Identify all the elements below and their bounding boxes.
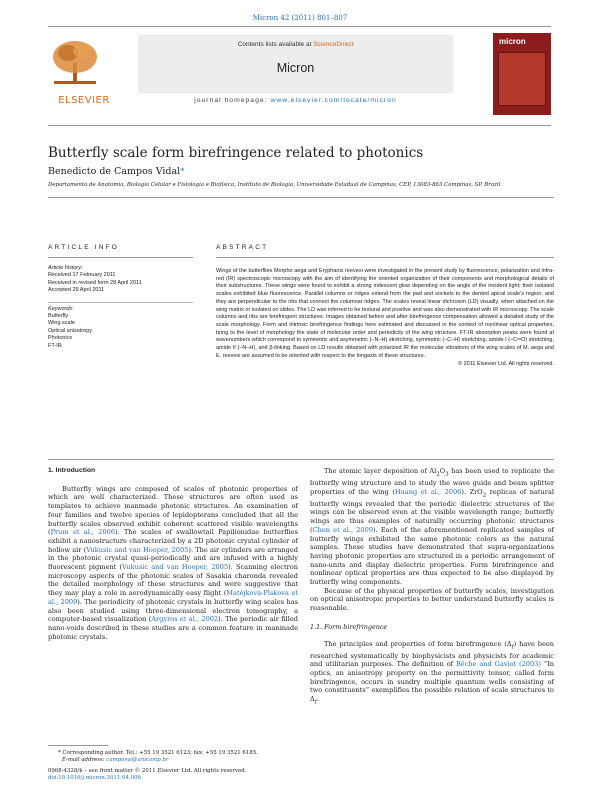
- contents-prefix: Contents lists available at: [237, 41, 314, 48]
- affiliation: Departamento de Anatomia, Biologia Celular e Fisiologia e Biofísica, Instituto de Biologia, Universidade Estadual de Campinas, CEP, 13083-863 Campinas, SP, Brazil: [48, 182, 501, 188]
- author-name: Benedicto de Campos Vidal: [48, 166, 181, 177]
- email-link[interactable]: camposvi@unicamp.br: [106, 757, 169, 763]
- citation-link[interactable]: Prum et al., 2006: [50, 528, 116, 537]
- footnote-rule: [48, 745, 108, 746]
- divider-abstract: [216, 257, 554, 258]
- issn-line: 0968-4328/$ – see front matter © 2011 Elsevier Ltd. All rights reserved.: [48, 768, 247, 774]
- homepage-prefix: journal homepage:: [194, 97, 271, 104]
- history-received: Received 17 February 2011: [48, 272, 116, 279]
- elsevier-tree-icon: [48, 37, 102, 89]
- journal-banner: [138, 35, 453, 93]
- journal-name: Micron: [276, 61, 315, 75]
- divider-bottom: [48, 459, 554, 460]
- journal-homepage: [138, 97, 453, 104]
- abstract-body: [216, 268, 554, 369]
- masthead: [48, 26, 551, 126]
- journal-reference[interactable]: Micron 42 (2011) 801–807: [252, 14, 348, 22]
- intro-paragraph-4: The principles and properties of form birefringence $(\Delta_f)$ have been researched systematically by biophysicists and physicists for academic and utilitarian purposes. The definition of Bêche and Gaviot (2003) “In optics, an anisotropy property on the permittivity tensor, called form birefringence, occurs in sundry multiple quantum wells consisting of two constituents” exemplifies the possible relation of scale structures to $\Delta_f$.: [310, 639, 554, 706]
- intro-paragraph-2: The atomic layer deposition of $Al_2O_3$ has been used to replicate the butterfly wing structure and to study the wave guide and beam splitter properties of the wing (Huang et al., 2006). ZrO$_2$ replicas of natural butterfly wings revealed that the periodic dielectric structures of the wings can be observed even at the visible wavelength range; butterfly wings are thus examples of naturally occurring photonic structures (Chen et al., 2009). Each of the aforementioned replicated samples of butterfly wings exhibited the same photonic colors as the natural samples. These studies have demonstrated that supra-organizations having photonic properties are structured in a periodic arrangement of nano-units and display dielectric properties. Form birefringence and nonlinear optical properties are thus expected to be also displayed by butterfly wing components.: [310, 467, 555, 587]
- keyword: Butterfly: [48, 313, 69, 320]
- body-left-column: [48, 467, 298, 641]
- history-label: Article history:: [48, 265, 83, 271]
- homepage-link[interactable]: www.elsevier.com/locate/micron: [270, 97, 397, 104]
- citation-link[interactable]: Vukusic and van Hooper, 2005: [122, 563, 229, 572]
- article-info-heading: ARTICLE INFO: [48, 244, 120, 251]
- email-line: E-mail address: camposvi@unicamp.br: [62, 757, 169, 763]
- corresponding-mark[interactable]: *: [180, 167, 185, 176]
- keyword: Optical anisotropy: [48, 327, 93, 334]
- keywords-label: Keywords:: [48, 305, 74, 312]
- citation-link[interactable]: Argyros et al., 2002: [151, 615, 219, 624]
- doi-link[interactable]: doi:10.1016/j.micron.2011.04.006: [48, 775, 141, 781]
- form-birefringence-heading: 1.1. Form birefringence: [310, 622, 388, 631]
- divider-top: [48, 197, 554, 198]
- citation-link[interactable]: Bêche and Gaviot (2003): [455, 660, 541, 669]
- keyword: Photonics: [48, 335, 73, 342]
- sciencedirect-link[interactable]: ScienceDirect: [313, 41, 354, 48]
- journal-cover: [493, 33, 551, 115]
- citation-link[interactable]: Vukusic and van Hooper, 2005: [86, 545, 189, 554]
- intro-heading: 1. Introduction: [48, 467, 96, 474]
- abstract-text: Wings of the butterflies Morpho aega and Eryphanis reevesi were investigated in the present study by fluorescence, polarization and infra-red (IR) spectroscopic microscopy with the aim of identifying the oriented organization of their components and morphological details of their substructures. These wings were found to exhibit a strong iridescent glow depending on the angle of the incident light; their isolated scales exhibited blue fluorescence. Parallel columns or ridges extend from the pad and sockets to the dented apical scale’s region, and they are perpendicular to the ribs that connect the columnar ridges. The scales reveal linear dichroism (LD) visually, when attached on the wing matrix or isolated on slides. The LD was inferred to be textural and positive and was also demonstrated with IR microscopy. The scale columns and ribs are birefringent structures. Images obtained before and after birefringence compensation allowed a detailed study of the scale morphology. Form and intrinsic birefringence findings here estimated and discussed in the context of nonlinear optical properties, bring to the level of morphology the state of molecular order and periodicity of the wing structure. FT-IR absorption peaks were found at wavenumbers which correspond to symmetric and asymmetric (–N–H) stretching, symmetric (–C–H) stretching, amide I (–C═O) stretching, amide II (–N–H), and β-linking. Based on LD results obtained with polarized IR the molecular vibrations of the wing scales of M. aega and E. reevesi are assumed to be oriented with respect to the longaxis of these structures.: [216, 268, 554, 359]
- cover-title: micron: [499, 37, 526, 46]
- citation-link[interactable]: Huang et al., 2006: [394, 487, 462, 496]
- citation-link[interactable]: Matějková-Plskova et al., 2009: [48, 589, 298, 606]
- footnotes: [48, 750, 288, 782]
- intro-paragraph-3: Because of the physical properties of butterfly scales, investigation on optical anisotropic properties to better understand butterfly scales is reasonable.: [310, 586, 554, 613]
- intro-paragraph-1: Butterfly wings are composed of scales of photonic properties of which are well characterized. These structures are often used as templates to achieve manmade photonic structures. An examination of four families and twelve species of lepidopterans concluded that all the butterfly scales observed exhibit coherent scattered visible wavelengths (Prum et al., 2006). The scales of swallowtail Papilionidae butterflies exhibit a nanostructure characterized by a 2D photonic crystal cylinder of hollow air (Vukusic and van Hooper, 2005). The air cylinders are arranged in the photonic crystal quasi-periodically and are infused with a highly fluorescent pigment (Vukusic and van Hooper, 2005). Scanning electron microscopy aspects of the photonic scales of Sasakia charonda revealed the detailed morphology of these structures and were suggestive that they may play a role in aerodynamically easy flight (Matějková-Plskova et al., 2009). The periodicity of photonic crystals in butterfly wing scales has also been studied using three-dimensional electron tomography, a computer-based visualization (Argyros et al., 2002). The periodic air filled nano-voids described in these studies are a common feature in manmade photonic crystals.: [48, 484, 299, 641]
- history-accepted: Accepted 29 April 2011: [48, 287, 105, 294]
- article-title: Butterfly scale form birefringence related to photonics: [48, 145, 424, 161]
- publisher-name: ELSEVIER: [58, 95, 110, 106]
- author-line: [48, 166, 184, 177]
- body-right-column: [310, 467, 554, 707]
- keyword: Wing scale: [48, 320, 75, 327]
- history-revised: Received in revised form 28 April 2011: [48, 279, 142, 286]
- copyright: © 2011 Elsevier Ltd. All rights reserved.: [458, 361, 554, 368]
- article-info: [48, 265, 193, 350]
- citation-link[interactable]: Chen et al., 2009: [312, 525, 374, 534]
- contents-line: [138, 41, 453, 48]
- abstract-heading: ABSTRACT: [216, 244, 269, 251]
- divider-info: [48, 257, 193, 258]
- corresponding-note: * Corresponding author. Tel.: +55 19 3521 6123; fax: +55 19 3521 6185.: [58, 750, 258, 756]
- keyword: FT-IR: [48, 342, 62, 349]
- cover-image: [498, 52, 546, 106]
- elsevier-logo: [48, 37, 120, 106]
